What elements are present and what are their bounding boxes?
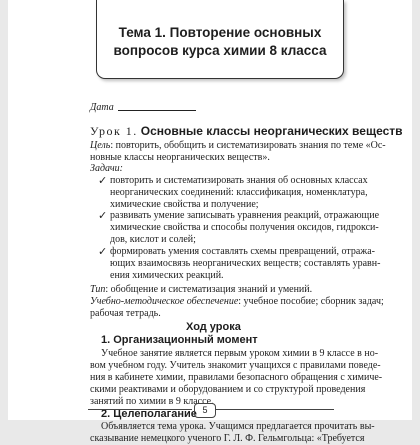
section-2-heading: 2. Целеполагание	[101, 408, 197, 420]
section-2-line-1: Объявляется тема урока. Учащимся предлагается прочитать вы-	[101, 421, 375, 432]
checkmark-icon: ✓	[98, 210, 108, 222]
topic-title-line-2: вопросов курса химии 8 класса	[113, 43, 327, 58]
task-3-line-3: ения химических реакций.	[110, 270, 224, 281]
topic-title-line-1: Тема 1. Повторение основных	[118, 25, 322, 40]
support-line-1	[90, 296, 384, 308]
lesson-title: Основные классы неорганических веществ	[140, 124, 403, 138]
task-2-line-2: химические свойства и способы получения оксидов, гидрокси-	[110, 222, 379, 233]
task-2-line-3: дов, кислот и солей;	[110, 234, 196, 245]
section-1-line-1: Учебное занятие является первым уроком химии в 9 классе в но-	[101, 348, 379, 359]
page-number: 5	[194, 403, 216, 418]
section-1-heading: 1. Организационный момент	[101, 334, 258, 346]
task-2-line-1: развивать умение записывать уравнения реакций, отражающие	[110, 210, 380, 221]
goal-text-1: : повторить, обобщить и систематизировать знания по теме «Ос-	[110, 140, 386, 151]
checkmark-icon: ✓	[98, 175, 108, 187]
section-1-line-2: вом учебном году. Учитель знакомит учащихся с правилами поведе-	[90, 360, 381, 371]
lesson-number: Урок 1.	[90, 124, 138, 138]
task-3-line-1: формировать умения составлять схемы превращений, отража-	[110, 246, 375, 257]
date-fill-line	[118, 110, 196, 111]
page-number-rule-left	[88, 409, 192, 410]
book-page	[8, 0, 412, 444]
task-3-line-2: ющих взаимосвязь неорганических веществ; составлять уравн-	[110, 258, 381, 269]
goal-label: Цель	[90, 140, 111, 151]
type-label: Тип	[90, 284, 106, 295]
task-1-line-2: неорганических соединений: классификация, номенклатура,	[110, 187, 368, 198]
topic-title	[97, 24, 343, 60]
section-1-line-5: занятий по химии в 9 классе.	[90, 396, 214, 407]
course-heading: Ход урока	[186, 321, 241, 333]
task-1-line-3: химические свойства и получение;	[110, 199, 259, 210]
tasks-label: Задачи:	[90, 163, 123, 174]
goal-line-1	[90, 140, 386, 152]
support-text-1: : учебное пособие; сборник задач;	[238, 296, 384, 307]
goal-text-2: новные классы неорганических веществ».	[90, 152, 270, 163]
lesson-heading	[90, 124, 403, 138]
checkmark-icon: ✓	[98, 246, 108, 258]
type-text: : обобщение и систематизация знаний и умений.	[105, 284, 313, 295]
support-text-2: рабочая тетрадь.	[90, 308, 161, 319]
topic-title-box	[96, 0, 344, 79]
support-label: Учебно-методическое обеспечение	[90, 296, 239, 307]
section-2-line-2: сказывание немецкого ученого Г. Л. Ф. Гельмгольца: «Требуется	[90, 433, 365, 444]
task-1-line-1: повторить и систематизировать знания об основных классах	[110, 175, 368, 186]
section-1-line-4: скими реактивами и оборудованием и со структурой проведения	[90, 384, 366, 395]
section-1-line-3: ния в кабинете химии, правилами безопасного обращения с химиче-	[90, 372, 383, 383]
type-line	[90, 284, 312, 296]
page-number-rule-right	[216, 409, 334, 410]
date-label: Дата	[90, 102, 114, 113]
